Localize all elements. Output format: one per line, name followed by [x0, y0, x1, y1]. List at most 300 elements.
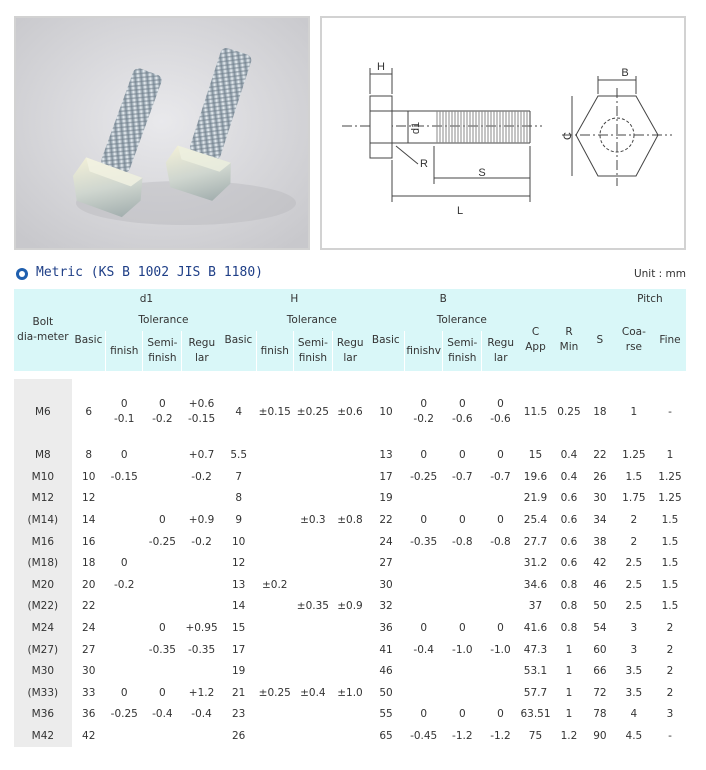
d1-regular-cell [182, 661, 221, 683]
pitch-fine-cell: - [668, 730, 672, 743]
c-cell: 11.5 [523, 405, 548, 418]
s-cell: 38 [593, 535, 607, 548]
table-row [14, 467, 686, 489]
r-cell: 1 [565, 643, 573, 656]
d1-semi-cell [143, 661, 182, 683]
r-cell: 0.8 [560, 600, 578, 613]
h-finish-cell [256, 596, 293, 618]
h-semi-cell: ±0.3 [300, 514, 326, 527]
b-finish-cell: -0.4 [413, 643, 434, 656]
unit-label: Unit : mm [633, 268, 686, 280]
s-cell: 66 [593, 665, 607, 678]
header-b-finish: finishv [405, 331, 443, 371]
h-regular-cell [332, 618, 367, 640]
b-regular-cell: -0.7 [490, 470, 511, 483]
h-finish-cell: ±0.15 [258, 405, 291, 418]
b-basic-cell: 41 [379, 643, 393, 656]
d1-finish-cell [106, 618, 143, 640]
b-basic-cell: 36 [379, 622, 393, 635]
h-finish-cell [256, 639, 293, 661]
pitch-fine-cell: 1 [666, 449, 674, 462]
table-row [14, 510, 686, 532]
d1-semi-cell [143, 726, 182, 748]
pitch-fine-cell: 1.25 [658, 470, 682, 483]
header-d1-tolerance: Tolerance [106, 309, 221, 331]
b-semi-cell: 0 -0.6 [452, 398, 473, 425]
pitch-fine-cell: - [668, 405, 672, 418]
header-h-semi: Semi- finish [293, 331, 332, 371]
b-basic-cell: 10 [379, 405, 393, 418]
size-cell: M20 [14, 575, 72, 597]
b-semi-cell [443, 683, 482, 705]
b-semi-cell [443, 553, 482, 575]
h-basic-cell: 17 [231, 643, 246, 656]
h-basic-cell: 4 [235, 405, 243, 418]
header-s: S [586, 309, 614, 371]
b-regular-cell: 0 [497, 708, 504, 721]
h-finish-cell [256, 445, 293, 467]
b-basic-cell: 46 [379, 665, 393, 678]
header-h-finish: finish [256, 331, 293, 371]
size-cell: M10 [14, 467, 72, 489]
h-semi-cell: ±0.35 [296, 600, 329, 613]
b-semi-cell: -0.8 [452, 535, 473, 548]
d1-semi-cell: -0.4 [152, 708, 173, 721]
s-cell: 90 [593, 730, 607, 743]
h-regular-cell: ±0.9 [337, 600, 363, 613]
r-cell: 1 [565, 665, 573, 678]
b-regular-cell: 0 [497, 514, 504, 527]
b-finish-cell [405, 553, 443, 575]
h-semi-cell [293, 639, 332, 661]
h-finish-cell [256, 531, 293, 553]
pitch-fine-cell: 2 [666, 686, 674, 699]
table-row-m6 [14, 379, 686, 445]
r-cell: 0.6 [560, 514, 578, 527]
header-row-tolerance [14, 309, 686, 331]
pitch-coarse-cell: 3.5 [625, 665, 643, 678]
c-cell: 75 [528, 730, 543, 743]
header-fine: Fine [654, 309, 686, 371]
h-basic-cell: 21 [231, 686, 246, 699]
table-row [14, 575, 686, 597]
d1-semi-cell: 0 [159, 686, 166, 699]
size-cell: M8 [14, 445, 72, 467]
label-d1: d1 [410, 121, 422, 135]
b-regular-cell [482, 553, 519, 575]
d1-finish-cell: -0.2 [114, 578, 135, 591]
h-basic-cell: 23 [231, 708, 246, 721]
header-b-basic: Basic [368, 309, 405, 371]
b-semi-cell: 0 [458, 708, 466, 721]
d1-semi-cell: 0 [159, 622, 166, 635]
b-semi-cell: 0 [458, 514, 466, 527]
d1-regular-cell: +0.7 [188, 449, 215, 462]
h-basic-cell: 12 [231, 557, 246, 570]
c-cell: 15 [528, 449, 543, 462]
h-basic-cell: 5.5 [230, 449, 248, 462]
header-d1-finish: finish [106, 331, 143, 371]
r-cell: 0.6 [560, 492, 578, 505]
b-semi-cell: -1.0 [452, 643, 473, 656]
size-cell: M42 [14, 726, 72, 748]
pitch-coarse-cell: 3 [630, 643, 638, 656]
header-b-regular: Regu lar [482, 331, 519, 371]
b-semi-cell [443, 488, 482, 510]
h-basic-cell: 15 [231, 622, 246, 635]
table-row [14, 531, 686, 553]
header-b-semi: Semi- finish [443, 331, 482, 371]
header-d1-basic: Basic [72, 309, 106, 371]
label-b: B [621, 67, 629, 79]
d1-regular-cell [182, 596, 221, 618]
label-r: R [420, 158, 428, 170]
h-regular-cell: ±0.6 [337, 405, 363, 418]
header-bolt-diameter: Bolt dia-meter [14, 289, 72, 371]
h-basic-cell: 7 [235, 470, 243, 483]
h-regular-cell [332, 467, 367, 489]
h-regular-cell [332, 726, 367, 748]
h-finish-cell [256, 467, 293, 489]
b-regular-cell: 0 [497, 449, 504, 462]
c-cell: 31.2 [523, 557, 548, 570]
b-semi-cell: 0 [458, 622, 466, 635]
size-cell: (M33) [14, 683, 72, 705]
d1-basic-cell: 27 [82, 643, 96, 656]
label-h: H [377, 61, 385, 73]
pitch-fine-cell: 3 [666, 708, 674, 721]
s-cell: 46 [593, 578, 607, 591]
b-regular-cell [482, 488, 519, 510]
r-cell: 1 [565, 708, 573, 721]
h-basic-cell: 19 [231, 665, 246, 678]
table-row [14, 639, 686, 661]
h-finish-cell [256, 618, 293, 640]
s-cell: 26 [593, 470, 607, 483]
pitch-fine-cell: 1.5 [661, 535, 679, 548]
table-row [14, 553, 686, 575]
h-basic-cell: 10 [231, 535, 246, 548]
bolt-drawing-panel [320, 16, 686, 250]
d1-finish-cell: -0.25 [110, 708, 138, 721]
size-cell: M36 [14, 704, 72, 726]
b-regular-cell: -1.2 [490, 730, 511, 743]
b-semi-cell [443, 596, 482, 618]
b-basic-cell: 22 [379, 514, 393, 527]
h-regular-cell [332, 531, 367, 553]
pitch-coarse-cell: 1 [630, 405, 638, 418]
b-basic-cell: 65 [379, 730, 393, 743]
c-cell: 41.6 [523, 622, 548, 635]
size-cell: (M27) [14, 639, 72, 661]
bolt-photo-panel [14, 16, 310, 250]
section-title-row [14, 264, 686, 284]
b-basic-cell: 30 [379, 578, 393, 591]
pitch-coarse-cell: 2 [630, 514, 638, 527]
d1-basic-cell: 24 [82, 622, 96, 635]
h-semi-cell [293, 488, 332, 510]
header-d1: d1 [72, 289, 221, 309]
header-c: C App [519, 309, 552, 371]
table-body [14, 445, 686, 747]
s-cell: 34 [593, 514, 607, 527]
pitch-coarse-cell: 2.5 [625, 600, 643, 613]
d1-finish-cell [106, 726, 143, 748]
section-title: Metric (KS B 1002 JIS B 1180) [36, 265, 263, 280]
b-semi-cell: 0 [458, 449, 466, 462]
b-finish-cell: -0.45 [410, 730, 438, 743]
d1-finish-cell: 0 -0.1 [114, 398, 135, 425]
pitch-coarse-cell: 3.5 [625, 686, 643, 699]
pitch-fine-cell: 1.5 [661, 557, 679, 570]
d1-semi-cell: -0.35 [148, 643, 176, 656]
header-b: B [368, 289, 520, 309]
d1-basic-cell: 20 [82, 578, 96, 591]
h-basic-cell: 8 [235, 492, 243, 505]
s-cell: 42 [593, 557, 607, 570]
b-finish-cell: 0 -0.2 [413, 398, 434, 425]
pitch-coarse-cell: 4.5 [625, 730, 643, 743]
h-finish-cell [256, 726, 293, 748]
header-r: R Min [552, 309, 586, 371]
d1-finish-cell: 0 [120, 557, 128, 570]
d1-basic-cell: 6 [85, 405, 93, 418]
h-finish-cell: ±0.2 [261, 578, 288, 591]
c-cell: 27.7 [523, 535, 548, 548]
r-cell: 0.6 [560, 535, 578, 548]
h-regular-cell [332, 575, 367, 597]
b-semi-cell: -1.2 [452, 730, 473, 743]
b-finish-cell [405, 575, 443, 597]
h-semi-cell [293, 618, 332, 640]
c-cell: 47.3 [523, 643, 548, 656]
d1-regular-cell [182, 726, 221, 748]
pitch-coarse-cell: 1.75 [622, 492, 646, 505]
d1-semi-cell: 0 [159, 514, 166, 527]
d1-regular-cell: +0.9 [188, 514, 215, 527]
pitch-fine-cell: 1.5 [661, 578, 679, 591]
pitch-coarse-cell: 2 [630, 535, 638, 548]
b-regular-cell [482, 661, 519, 683]
d1-regular-cell [182, 488, 221, 510]
d1-finish-cell [106, 488, 143, 510]
b-basic-cell: 55 [379, 708, 393, 721]
pitch-fine-cell: 2 [666, 643, 674, 656]
pitch-coarse-cell: 1.5 [625, 470, 643, 483]
size-cell: (M22) [14, 596, 72, 618]
s-cell: 22 [593, 449, 607, 462]
d1-basic-cell: 33 [82, 686, 96, 699]
h-regular-cell [332, 553, 367, 575]
b-basic-cell: 27 [379, 557, 393, 570]
header-d1-semi: Semi- finish [143, 331, 182, 371]
b-regular-cell: 0 -0.6 [490, 398, 511, 425]
c-cell: 34.6 [523, 578, 548, 591]
table-row [14, 618, 686, 640]
table-row [14, 596, 686, 618]
r-cell: 0.4 [560, 449, 578, 462]
h-regular-cell [332, 445, 367, 467]
h-basic-cell: 14 [231, 600, 246, 613]
b-semi-cell [443, 575, 482, 597]
d1-semi-cell [143, 553, 182, 575]
b-finish-cell [405, 683, 443, 705]
d1-basic-cell: 14 [82, 514, 96, 527]
b-basic-cell: 19 [379, 492, 393, 505]
d1-regular-cell: -0.4 [191, 708, 212, 721]
d1-finish-cell [106, 531, 143, 553]
b-basic-cell: 32 [379, 600, 393, 613]
b-finish-cell: 0 [420, 449, 427, 462]
d1-regular-cell: +1.2 [188, 686, 215, 699]
d1-finish-cell [106, 661, 143, 683]
table-row [14, 488, 686, 510]
d1-basic-cell: 36 [82, 708, 96, 721]
d1-semi-cell [143, 596, 182, 618]
c-cell: 21.9 [523, 492, 548, 505]
d1-basic-cell: 18 [82, 557, 96, 570]
header-h-tolerance: Tolerance [256, 309, 367, 331]
d1-regular-cell [182, 553, 221, 575]
h-regular-cell [332, 704, 367, 726]
pitch-fine-cell: 1.5 [661, 514, 679, 527]
d1-basic-cell: 42 [82, 730, 96, 743]
d1-finish-cell [106, 596, 143, 618]
b-finish-cell [405, 661, 443, 683]
header-h-regular: Regu lar [332, 331, 367, 371]
table-row [14, 445, 686, 467]
h-finish-cell [256, 704, 293, 726]
b-finish-cell: -0.25 [410, 470, 438, 483]
r-cell: 1 [565, 686, 573, 699]
d1-basic-cell: 30 [82, 665, 96, 678]
h-finish-cell [256, 488, 293, 510]
label-s: S [478, 167, 486, 179]
d1-regular-cell: -0.2 [191, 535, 212, 548]
d1-semi-cell: 0 -0.2 [152, 398, 173, 425]
b-semi-cell [443, 661, 482, 683]
c-cell: 57.7 [523, 686, 548, 699]
h-semi-cell [293, 467, 332, 489]
table-row [14, 704, 686, 726]
d1-semi-cell [143, 467, 182, 489]
c-cell: 19.6 [523, 470, 548, 483]
r-cell: 0.8 [560, 578, 578, 591]
s-cell: 60 [593, 643, 607, 656]
pitch-fine-cell: 2 [666, 665, 674, 678]
b-basic-cell: 24 [379, 535, 393, 548]
size-cell: (M18) [14, 553, 72, 575]
header-coarse: Coa- rse [614, 309, 654, 371]
label-l: L [456, 205, 464, 217]
c-cell: 25.4 [523, 514, 548, 527]
header-d1-regular: Regu lar [182, 331, 221, 371]
h-semi-cell [293, 575, 332, 597]
b-basic-cell: 50 [379, 686, 393, 699]
b-finish-cell: 0 [420, 708, 427, 721]
h-regular-cell [332, 639, 367, 661]
h-semi-cell [293, 661, 332, 683]
r-cell: 0.25 [557, 405, 581, 418]
r-cell: 0.8 [560, 622, 578, 635]
table-row [14, 683, 686, 705]
d1-semi-cell [143, 488, 182, 510]
h-finish-cell [256, 661, 293, 683]
h-basic-cell: 26 [231, 730, 246, 743]
size-cell: M30 [14, 661, 72, 683]
h-regular-cell [332, 488, 367, 510]
r-cell: 0.4 [560, 470, 578, 483]
b-regular-cell [482, 683, 519, 705]
d1-semi-cell [143, 445, 182, 467]
d1-basic-cell: 12 [82, 492, 96, 505]
h-basic-cell: 13 [231, 578, 246, 591]
h-regular-cell: ±0.8 [337, 514, 363, 527]
c-cell: 53.1 [523, 665, 548, 678]
size-cell: (M14) [14, 510, 72, 532]
pitch-coarse-cell: 3 [630, 622, 638, 635]
bolt-technical-drawing [322, 18, 684, 248]
header-pitch: Pitch [614, 289, 686, 309]
b-regular-cell [482, 596, 519, 618]
h-semi-cell: ±0.25 [296, 405, 329, 418]
b-basic-cell: 13 [379, 449, 393, 462]
d1-regular-cell: -0.35 [187, 643, 216, 656]
s-cell: 18 [593, 405, 607, 418]
b-finish-cell: 0 [420, 622, 427, 635]
d1-finish-cell [106, 639, 143, 661]
h-semi-cell [293, 704, 332, 726]
s-cell: 50 [593, 600, 607, 613]
b-finish-cell: 0 [420, 514, 427, 527]
pitch-fine-cell: 1.5 [661, 600, 679, 613]
h-semi-cell [293, 726, 332, 748]
spec-table [14, 289, 686, 747]
d1-basic-cell: 8 [85, 449, 93, 462]
b-basic-cell: 17 [379, 470, 393, 483]
size-cell: M6 [14, 379, 72, 445]
b-finish-cell [405, 596, 443, 618]
h-basic-cell: 9 [235, 514, 243, 527]
pitch-coarse-cell: 2.5 [625, 578, 643, 591]
b-finish-cell [405, 488, 443, 510]
pitch-coarse-cell: 1.25 [622, 449, 646, 462]
d1-basic-cell: 10 [82, 470, 96, 483]
h-semi-cell [293, 531, 332, 553]
d1-finish-cell: 0 [120, 449, 128, 462]
s-cell: 54 [593, 622, 607, 635]
s-cell: 30 [593, 492, 607, 505]
pitch-fine-cell: 2 [666, 622, 674, 635]
b-regular-cell: -1.0 [490, 643, 511, 656]
d1-regular-cell: +0.95 [185, 622, 218, 635]
header-h: H [221, 289, 367, 309]
pitch-fine-cell: 1.25 [658, 492, 682, 505]
s-cell: 72 [593, 686, 607, 699]
h-finish-cell [256, 510, 293, 532]
d1-semi-cell: -0.25 [148, 535, 176, 548]
d1-finish-cell [106, 510, 143, 532]
bolt-photo [16, 18, 308, 248]
d1-semi-cell [143, 575, 182, 597]
header-h-basic: Basic [221, 309, 256, 371]
d1-regular-cell [182, 575, 221, 597]
header-row-groups [14, 289, 686, 309]
r-cell: 1.2 [560, 730, 578, 743]
d1-regular-cell: -0.2 [191, 470, 212, 483]
s-cell: 78 [593, 708, 607, 721]
label-c: C [562, 132, 574, 140]
